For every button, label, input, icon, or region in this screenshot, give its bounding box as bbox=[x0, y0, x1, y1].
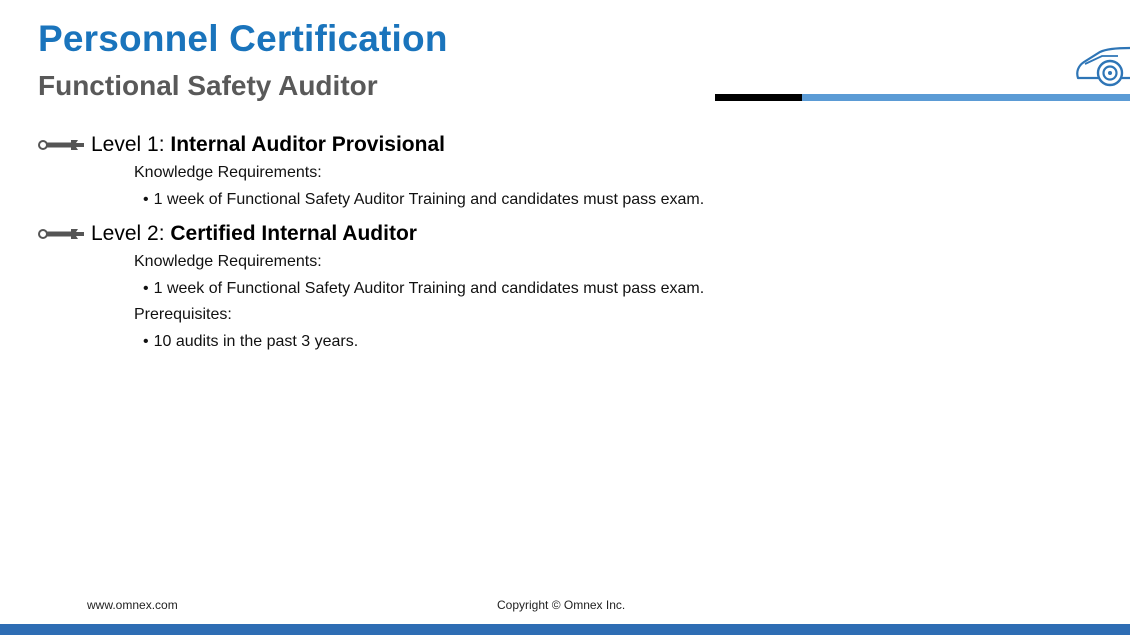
level-2-prefix: Level 2: bbox=[91, 222, 171, 245]
footer-website: www.omnex.com bbox=[87, 598, 178, 612]
wrench-icon bbox=[38, 138, 84, 152]
wrench-icon bbox=[38, 227, 84, 241]
bullet-dot: • bbox=[143, 191, 149, 208]
level-1-name: Internal Auditor Provisional bbox=[170, 133, 445, 156]
level-2-heading bbox=[38, 221, 417, 247]
footer-bar bbox=[0, 624, 1130, 635]
slide-title: Personnel Certification bbox=[38, 18, 448, 59]
header-rule-blue bbox=[802, 94, 1130, 101]
header-rule-dark bbox=[715, 94, 802, 101]
level-2-prerequisites-heading: Prerequisites: bbox=[134, 306, 232, 323]
car-logo-icon bbox=[1072, 42, 1130, 92]
level-1-knowledge-heading: Knowledge Requirements: bbox=[134, 164, 322, 181]
level-2-prerequisites-bullet bbox=[143, 333, 358, 351]
footer-copyright: Copyright © Omnex Inc. bbox=[497, 598, 626, 612]
level-1-knowledge-bullet bbox=[143, 191, 704, 209]
bullet-dot: • bbox=[143, 333, 149, 350]
bullet-text: 1 week of Functional Safety Auditor Training and candidates must pass exam. bbox=[153, 191, 705, 208]
level-2-knowledge-heading: Knowledge Requirements: bbox=[134, 253, 322, 270]
bullet-dot: • bbox=[143, 280, 149, 297]
level-1-prefix: Level 1: bbox=[91, 133, 171, 156]
level-2-name: Certified Internal Auditor bbox=[170, 222, 417, 245]
slide-subtitle: Functional Safety Auditor bbox=[38, 70, 378, 101]
bullet-text: 1 week of Functional Safety Auditor Training and candidates must pass exam. bbox=[153, 280, 705, 297]
level-2-knowledge-bullet bbox=[143, 280, 704, 298]
bullet-text: 10 audits in the past 3 years. bbox=[153, 333, 359, 350]
level-1-heading bbox=[38, 132, 445, 158]
